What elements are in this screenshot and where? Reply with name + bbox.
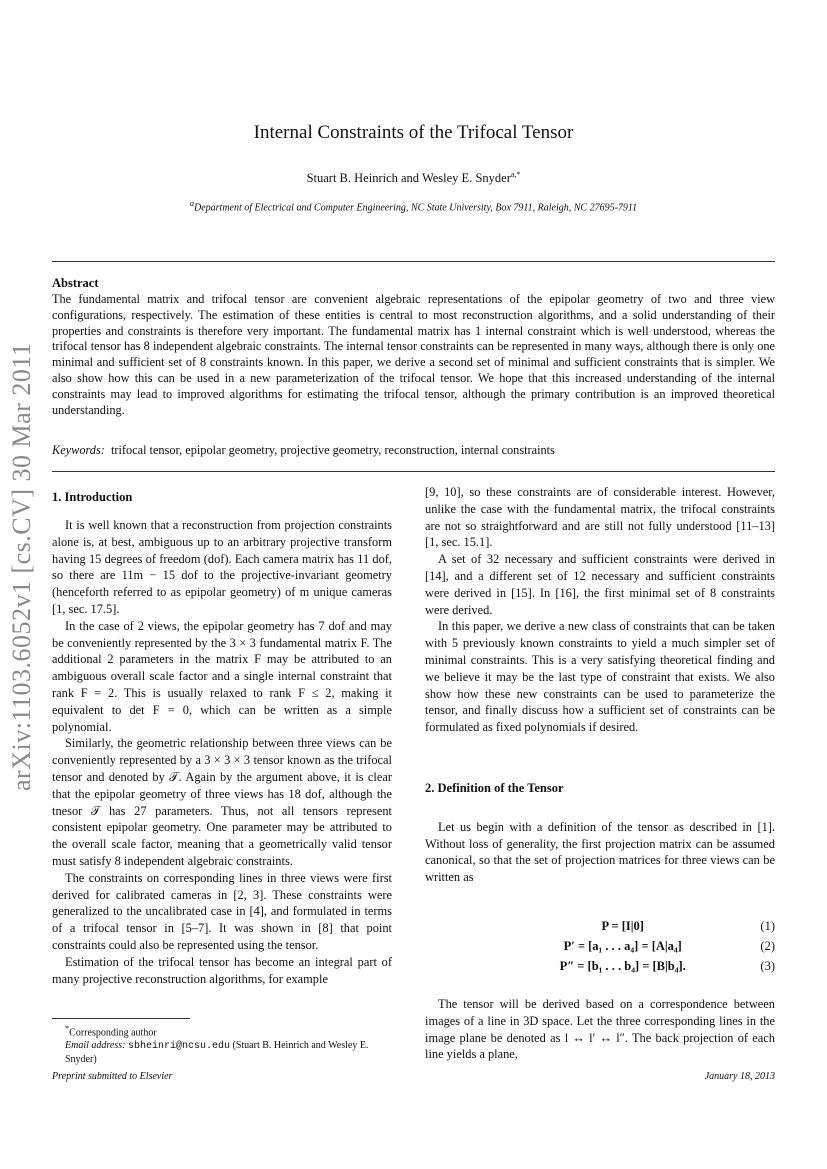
- paragraph: In this paper, we derive a new class of constraints that can be taken with 5 previously known constraints to yield a much simpler set of minimal constraints. This is a very satisfying theoretical finding and we believe it may be the last type of constraint that exists. We also show how these new constraints can be used to parameterize the tensor, and finally discuss how a sufficient set of constraints can be formulated as fixed polynomials if desired.: [425, 619, 775, 735]
- paragraph: In the case of 2 views, the epipolar geometry has 7 dof and may be conveniently represented by the 3 × 3 fundamental matrix F. The additional 2 parameters in the matrix F may be attributed to an ambiguous overall scale factor and a single internal constraint that rank F = 2. This is usually relaxed to rank F ≤ 2, making it equivalent to det F = 0, which can be written as a simple polynomial.: [52, 618, 392, 734]
- email-label: Email address:: [65, 1040, 126, 1052]
- arxiv-stamp: arXiv:1103.6052v1 [cs.CV] 30 Mar 2011: [7, 342, 36, 791]
- footer-preprint: Preprint submitted to Elsevier: [52, 1071, 173, 1082]
- paragraph: [9, 10], so these constraints are of considerable interest. However, unlike the case with the fundamental matrix, the trifocal constraints are not so straightforward and are still not fully understood [11–13] [1, sec. 15.1].: [425, 485, 775, 550]
- authors: [0, 170, 827, 186]
- email-note: (Stuart B. Heinrich and Wesley E. Snyder): [65, 1040, 369, 1066]
- corresponding-author: Corresponding author: [69, 1027, 157, 1039]
- equation-3: [425, 956, 775, 976]
- abstract-text: The fundamental matrix and trifocal tensor are convenient algebraic representations of the epipolar geometry of two and three view configurations, respectively. The estimation of these entities is central to most reconstruction algorithms, and a solid understanding of their properties and constraints is therefore very important. The fundamental matrix has 1 internal constraint which is well understood, whereas the trifocal tensor has 8 independent algebraic constraints. The internal tensor constraints can be represented in many ways, although there is only one minimal and sufficient set of 8 constraints known. In this paper, we derive a second set of minimal and sufficient constraints that is simpler. We also show how this can be used in a new parameterization of the trifocal tensor. We hope that this increased understanding of the internal constraints may lead to improved algorithms for estimating the trifocal tensor, although the primary contribution is an improved theoretical understanding.: [52, 292, 775, 417]
- equation-expr: P″ = [b₁ . . . b₄] = [B|b₄].: [559, 958, 686, 973]
- top-rule: [52, 261, 775, 262]
- keywords-label: Keywords:: [52, 443, 105, 457]
- left-column: [52, 517, 392, 987]
- equation-number: (2): [760, 938, 775, 953]
- paragraph: The constraints on corresponding lines in three views were first derived for calibrated cameras in [2, 3]. These constraints were generalized to the uncalibrated case in [4], and formulated in terms of a trifocal tensor in [5–7]. It was shown in [8] that point constraints could also be represented using the tensor.: [52, 870, 392, 952]
- keywords: [52, 443, 775, 458]
- paragraph: Let us begin with a definition of the tensor as described in [1]. Without loss of generality, the first projection matrix can be assumed canonical, so that the set of projection matrices for three views can be written as: [425, 819, 775, 885]
- paragraph: It is well known that a reconstruction from projection constraints alone is, at best, ambiguous up to an arbitrary projective transform having 15 degrees of freedom (dof). Each camera matrix has 11 dof, so there are 11m − 15 dof to the projective-invariant geometry (henceforth referred to as epipolar geometry) of m unique cameras [1, sec. 17.5].: [52, 518, 392, 616]
- affiliation-text: Department of Electrical and Computer Engineering, NC State University, Box 7911, Raleigh, NC 27695-7911: [193, 202, 638, 214]
- author-marks: a,*: [510, 170, 521, 179]
- paragraph: Estimation of the trifocal tensor has become an integral part of many projective reconstruction algorithms, for example: [52, 954, 392, 986]
- section-1-heading: 1. Introduction: [52, 490, 133, 504]
- email-link[interactable]: sbheinri@ncsu.edu: [127, 1041, 230, 1053]
- footnote-mark: *: [65, 1024, 70, 1033]
- paragraph: Similarly, the geometric relationship between three views can be conveniently represented by a 3 × 3 × 3 tensor known as the trifocal tensor and denoted by 𝒯. Again by the argument above, it is clear that the epipolar geometry of three views has 18 dof, although the tnesor 𝒯 has 27 parameters. Thus, not all tensors represent consistent epipolar geometry. One parameter may be attributed to the overall scale factor, meaning that a geometrically valid tensor must satisfy 8 independent algebraic constraints.: [52, 736, 392, 868]
- equation-expr: P′ = [a₁ . . . a₄] = [A|a₄]: [563, 938, 682, 953]
- paper-title: Internal Constraints of the Trifocal Tensor: [253, 122, 574, 143]
- right-column: [425, 484, 775, 1063]
- abstract-bottom-rule: [52, 471, 775, 472]
- footer-date: January 18, 2013: [704, 1071, 775, 1082]
- author-names: Stuart B. Heinrich and Wesley E. Snyder: [306, 171, 511, 186]
- paragraph: The tensor will be derived based on a correspondence between images of a line in 3D space. Let the three corresponding lines in the image plane be denoted as l ↔ l′ ↔ l″. The back projection of each line yields a plane,: [425, 996, 775, 1062]
- paragraph: A set of 32 necessary and sufficient constraints were derived in [14], and a different set of 12 necessary and sufficient constraints were derived in [15]. In [16], the first minimal set of 8 constraints were derived.: [425, 552, 775, 617]
- equation-number: (1): [760, 918, 775, 933]
- affiliation-mark: a: [189, 199, 194, 208]
- equation-2: [425, 936, 775, 956]
- equation-expr: P = [I|0]: [601, 918, 644, 933]
- affiliation: [0, 199, 827, 213]
- footnote-rule: [52, 1018, 190, 1019]
- section-2-heading: 2. Definition of the Tensor: [425, 780, 564, 795]
- footnote: [52, 1022, 397, 1066]
- abstract-heading: Abstract: [52, 276, 99, 290]
- equation-number: (3): [760, 958, 775, 973]
- keywords-text: trifocal tensor, epipolar geometry, projective geometry, reconstruction, internal constraints: [110, 443, 555, 457]
- equation-1: [425, 916, 775, 936]
